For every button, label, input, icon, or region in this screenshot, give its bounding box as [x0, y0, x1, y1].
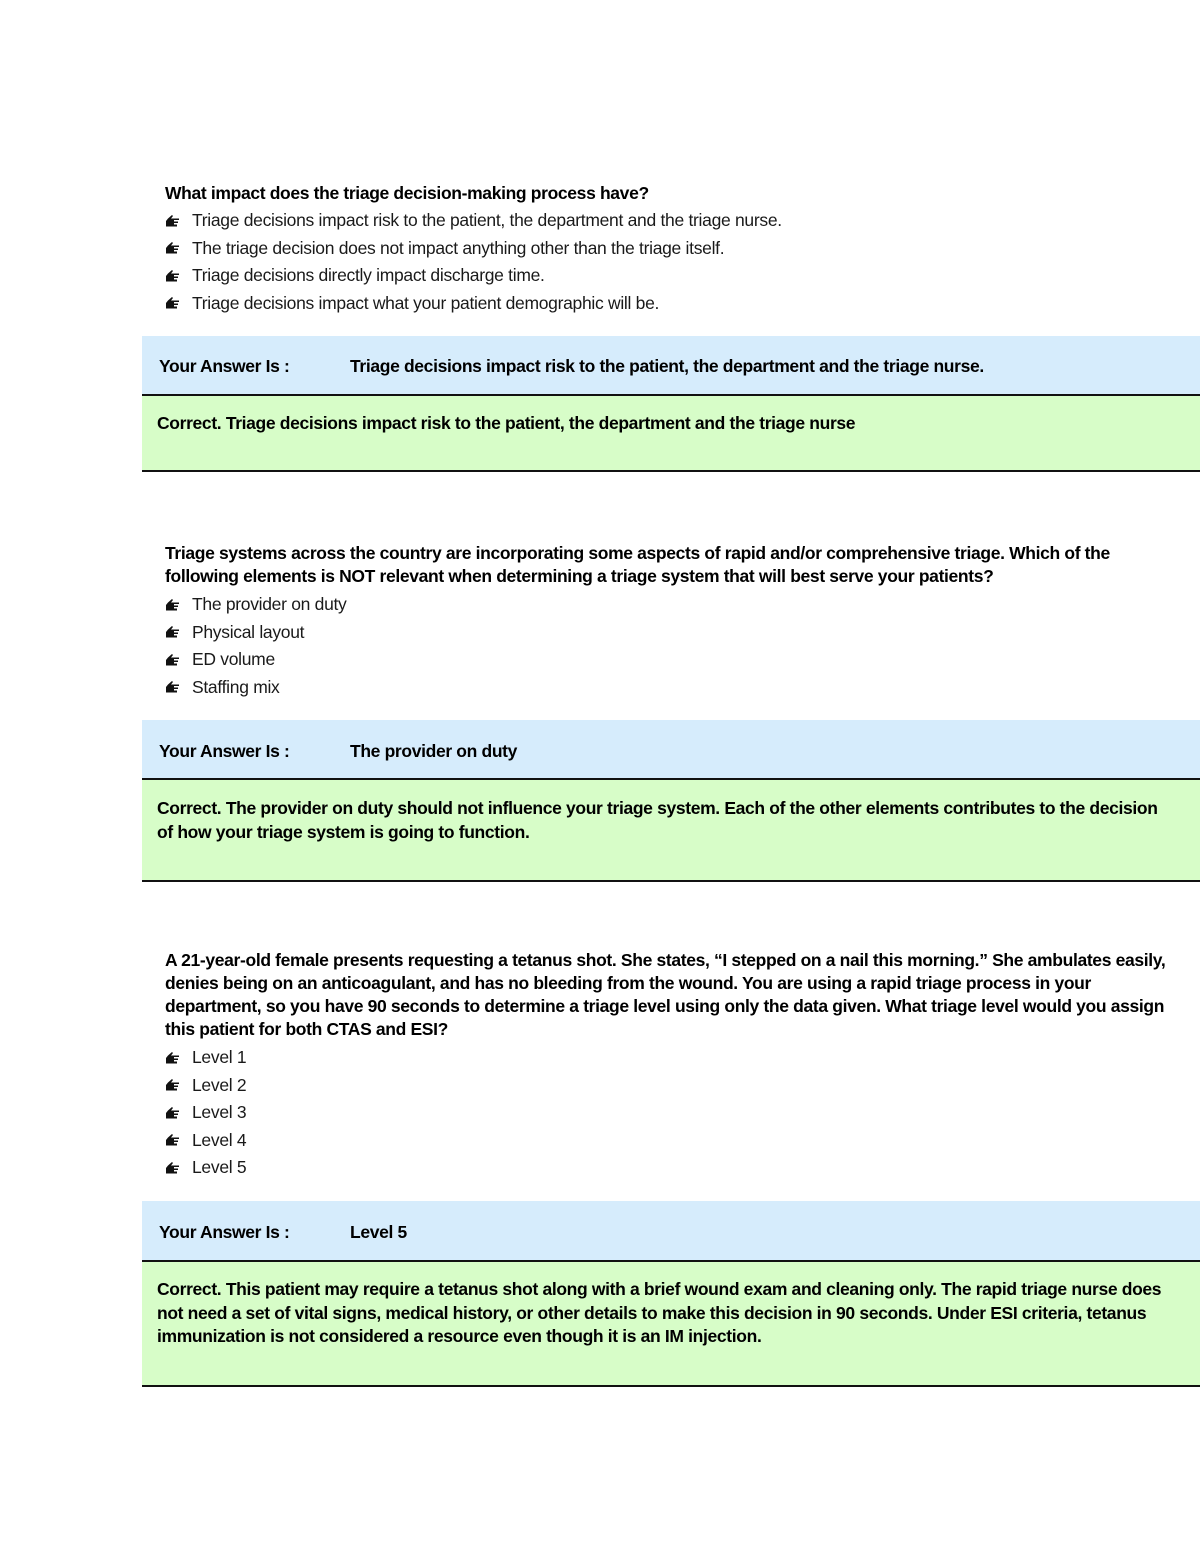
your-answer-label: Your Answer Is : [159, 1222, 290, 1242]
option-list [165, 207, 782, 317]
writing-hand-icon [165, 1106, 192, 1120]
option-label: Level 1 [192, 1047, 247, 1068]
option-list [165, 1044, 246, 1182]
option-label: The provider on duty [192, 594, 347, 615]
writing-hand-icon [165, 296, 192, 310]
option-item[interactable] [165, 1044, 246, 1072]
option-item[interactable] [165, 646, 347, 674]
option-label: Level 5 [192, 1157, 247, 1178]
option-item[interactable] [165, 1154, 246, 1182]
feedback-box [142, 780, 1200, 882]
writing-hand-icon [165, 653, 192, 667]
writing-hand-icon [165, 1133, 192, 1147]
option-list [165, 591, 347, 701]
question-line: What impact does the triage decision-making process have? [165, 183, 649, 203]
writing-hand-icon [165, 269, 192, 283]
question-line: A 21-year-old female presents requesting a tetanus shot. She states, “I stepped on a nail this morning.” She ambulates easily, [165, 950, 1166, 970]
option-label: Triage decisions directly impact discharge time. [192, 265, 545, 286]
option-label: Physical layout [192, 621, 305, 642]
writing-hand-icon [165, 598, 192, 612]
feedback-line: Correct. The provider on duty should not influence your triage system. Each of the other elements contributes to the decision [157, 798, 1158, 818]
writing-hand-icon [165, 1161, 192, 1175]
option-label: Level 2 [192, 1074, 247, 1095]
option-label: The triage decision does not impact anything other than the triage itself. [192, 237, 725, 258]
option-label: Staffing mix [192, 676, 280, 697]
option-label: Triage decisions impact risk to the patient, the department and the triage nurse. [192, 210, 782, 231]
option-item[interactable] [165, 1072, 246, 1100]
option-item[interactable] [165, 619, 347, 647]
question-line: this patient for both CTAS and ESI? [165, 1019, 448, 1039]
feedback-line: immunization is not considered a resource even though it is an IM injection. [157, 1326, 762, 1346]
feedback-line: Correct. Triage decisions impact risk to the patient, the department and the triage nurse [157, 413, 856, 433]
option-item[interactable] [165, 674, 347, 702]
question-line: Triage systems across the country are incorporating some aspects of rapid and/or comprehensive triage. Which of the [165, 543, 1110, 563]
option-label: ED volume [192, 649, 275, 670]
option-label: Level 4 [192, 1129, 247, 1150]
feedback-box [142, 1262, 1200, 1387]
your-answer-value: The provider on duty [350, 741, 518, 761]
option-item[interactable] [165, 235, 782, 263]
question-2 [142, 541, 1200, 883]
feedback-text [157, 1278, 1200, 1349]
your-answer-bar [142, 720, 1200, 780]
your-answer-bar [142, 336, 1200, 396]
feedback-text [157, 412, 1200, 436]
feedback-line: not need a set of vital signs, medical history, or other details to make this decision in 90 seconds. Under ESI criteria, tetanus [157, 1302, 1147, 1323]
option-item[interactable] [165, 591, 347, 619]
option-item[interactable] [165, 1099, 246, 1127]
writing-hand-icon [165, 680, 192, 694]
question-text [165, 949, 1200, 1041]
question-line: department, so you have 90 seconds to determine a triage level using only the data given. What triage level would you assign [165, 996, 1165, 1016]
question-text [165, 542, 1200, 588]
question-text [165, 182, 1200, 205]
writing-hand-icon [165, 625, 192, 639]
writing-hand-icon [165, 1051, 192, 1065]
feedback-line: of how your triage system is going to function. [157, 821, 530, 842]
writing-hand-icon [165, 1078, 192, 1092]
option-item[interactable] [165, 262, 782, 290]
option-item[interactable] [165, 207, 782, 235]
your-answer-label: Your Answer Is : [159, 356, 290, 376]
your-answer-value: Triage decisions impact risk to the patient, the department and the triage nurse. [350, 356, 984, 376]
option-label: Triage decisions impact what your patient demographic will be. [192, 292, 660, 313]
question-line: denies being on an anticoagulant, and has no bleeding from the wound. You are using a rapid triage process in your [165, 973, 1091, 993]
option-label: Level 3 [192, 1102, 247, 1123]
question-3 [142, 948, 1200, 1390]
your-answer-label: Your Answer Is : [159, 741, 290, 761]
writing-hand-icon [165, 214, 192, 228]
your-answer-value: Level 5 [350, 1222, 407, 1242]
question-line: following elements is NOT relevant when determining a triage system that will best serve your patients? [165, 566, 994, 586]
writing-hand-icon [165, 241, 192, 255]
question-1 [142, 180, 1200, 475]
option-item[interactable] [165, 1127, 246, 1155]
your-answer-bar [142, 1201, 1200, 1262]
feedback-text [157, 797, 1200, 844]
feedback-line: Correct. This patient may require a tetanus shot along with a brief wound exam and cleaning only. The rapid triage nurse does [157, 1279, 1162, 1299]
option-item[interactable] [165, 290, 782, 318]
feedback-box [142, 396, 1200, 472]
